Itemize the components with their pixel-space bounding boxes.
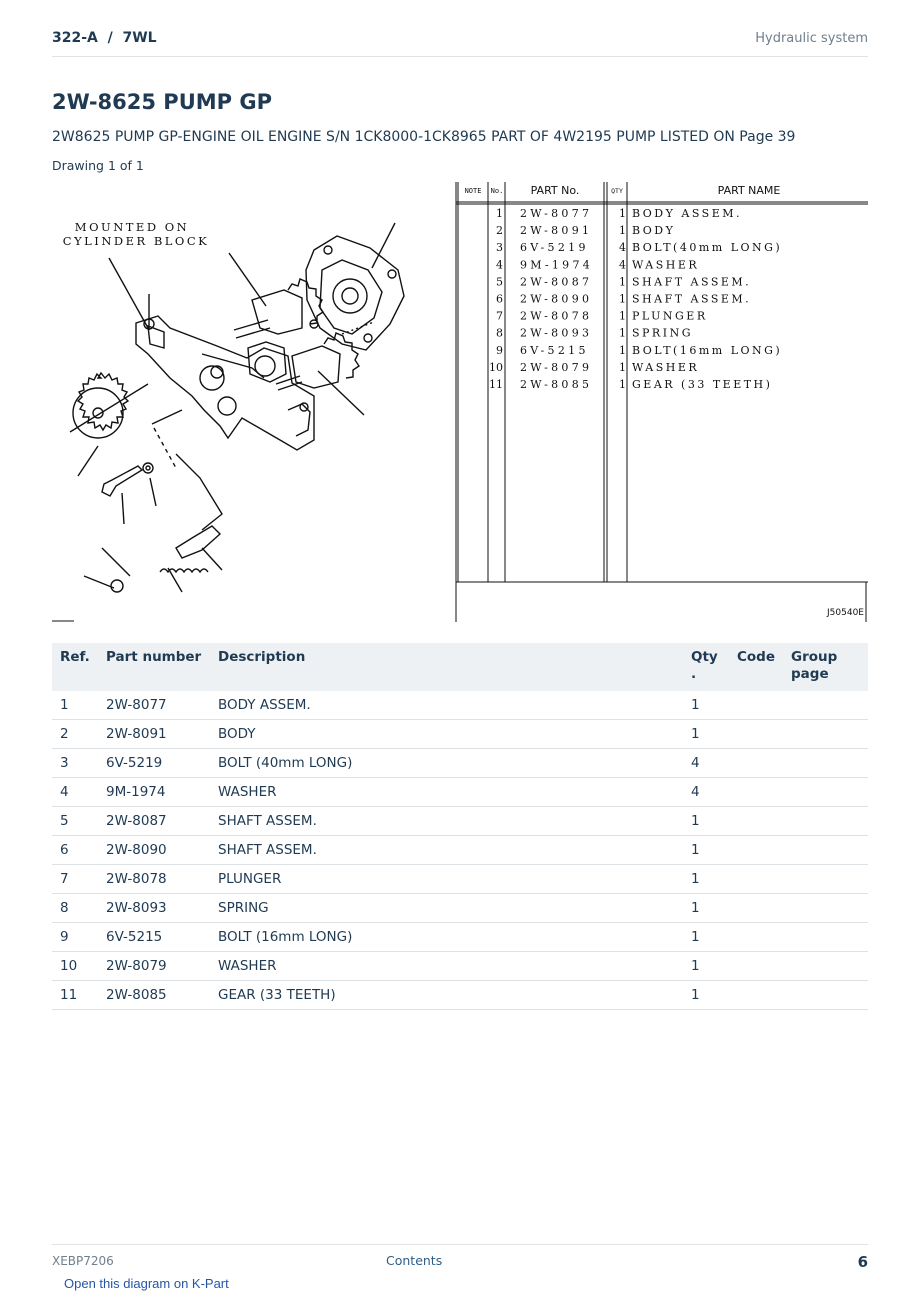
drawing-row-part-no: 6V-5219 [520, 241, 589, 255]
cell-part-number[interactable]: 9M-1974 [98, 778, 210, 807]
table-row [52, 923, 868, 952]
page-title: 2W-8625 PUMP GP [52, 90, 272, 114]
contents-link[interactable]: Contents [386, 1253, 443, 1268]
table-row [52, 981, 868, 1010]
col-qty-line2: . [691, 666, 697, 682]
drawing-row-name: BODY [632, 224, 676, 238]
drawing-row-qty: 1 [619, 224, 626, 238]
drawing-row-part-no: 2W-8078 [520, 309, 593, 323]
drawing-row-name: SHAFT ASSEM. [632, 275, 752, 289]
cell-description: SHAFT ASSEM. [210, 807, 683, 836]
parts-list-body [52, 691, 868, 1010]
cell-part-number[interactable]: 2W-8085 [98, 981, 210, 1010]
cell-qty: 1 [683, 836, 729, 865]
cell-description: BODY [210, 720, 683, 749]
cell-group-page [783, 865, 868, 894]
drawing-rows [489, 207, 782, 391]
cell-ref: 9 [52, 923, 98, 952]
drawing-row-no: 8 [496, 326, 503, 340]
col-qty-line1: Qty [691, 649, 718, 665]
cell-part-number[interactable]: 2W-8079 [98, 952, 210, 981]
drawing-row-qty: 1 [619, 343, 626, 357]
col-description: Description [210, 643, 683, 691]
cell-ref: 11 [52, 981, 98, 1010]
drawing-row-no: 1 [496, 207, 503, 220]
drawing-header-qty: QTY [611, 187, 623, 195]
cell-ref: 5 [52, 807, 98, 836]
cell-code [729, 749, 783, 778]
cell-code [729, 952, 783, 981]
drawing-row-part-no: 2W-8090 [520, 292, 593, 306]
cell-code [729, 865, 783, 894]
cell-qty: 1 [683, 720, 729, 749]
parts-drawing [52, 178, 868, 628]
cell-description: BODY ASSEM. [210, 691, 683, 720]
drawing-header-part-no: PART No. [530, 184, 580, 197]
cell-description: BOLT (16mm LONG) [210, 923, 683, 952]
cell-code [729, 720, 783, 749]
drawing-row-part-no: 2W-8085 [520, 378, 593, 391]
doc-code: XEBP7206 [52, 1254, 114, 1268]
cell-group-page [783, 952, 868, 981]
cell-ref: 8 [52, 894, 98, 923]
parts-list-header-row [52, 643, 868, 691]
page-footer [52, 1244, 868, 1275]
page-number: 6 [857, 1253, 868, 1271]
drawing-row-name: BOLT(16mm LONG) [632, 343, 783, 357]
drawing-row-part-no: 6V-5215 [520, 343, 589, 357]
cell-group-page [783, 691, 868, 720]
cell-group-page [783, 894, 868, 923]
cell-code [729, 894, 783, 923]
col-code: Code [729, 643, 783, 691]
parts-list-table [52, 643, 868, 1010]
col-qty [683, 643, 729, 691]
cell-group-page [783, 807, 868, 836]
cell-ref: 7 [52, 865, 98, 894]
cell-part-number[interactable]: 2W-8078 [98, 865, 210, 894]
drawing-row-part-no: 2W-8079 [520, 360, 593, 374]
mount-note-line1: MOUNTED ON [74, 220, 190, 234]
col-ref: Ref. [52, 643, 98, 691]
cell-part-number[interactable]: 2W-8077 [98, 691, 210, 720]
drawing-header-no: No. [490, 187, 504, 195]
cell-qty: 1 [683, 865, 729, 894]
drawing-row-name: SHAFT ASSEM. [632, 292, 752, 306]
drawing-row-part-no: 2W-8077 [520, 207, 593, 220]
cell-qty: 4 [683, 749, 729, 778]
cell-description: SHAFT ASSEM. [210, 836, 683, 865]
col-group-line2: page [791, 666, 829, 682]
drawing-row-qty: 1 [619, 207, 626, 220]
drawing-row-name: GEAR (33 TEETH) [632, 378, 773, 391]
cell-qty: 1 [683, 894, 729, 923]
table-row [52, 720, 868, 749]
col-group-page [783, 643, 868, 691]
cell-qty: 1 [683, 923, 729, 952]
cell-part-number[interactable]: 6V-5215 [98, 923, 210, 952]
mount-note-line2: CYLINDER BLOCK [62, 234, 210, 248]
cell-group-page [783, 778, 868, 807]
cell-ref: 10 [52, 952, 98, 981]
cell-qty: 4 [683, 778, 729, 807]
drawing-row-name: BOLT(40mm LONG) [632, 241, 783, 255]
table-row [52, 952, 868, 981]
drawing-row-name: WASHER [632, 360, 700, 374]
drawing-row-no: 9 [496, 343, 503, 357]
page-header [52, 28, 868, 57]
cell-group-page [783, 836, 868, 865]
cell-code [729, 981, 783, 1010]
drawing-row-qty: 1 [619, 378, 626, 391]
drawing-row-qty: 1 [619, 275, 626, 289]
drawing-row-part-no: 2W-8093 [520, 326, 593, 340]
exploded-view-svg [52, 178, 868, 628]
cell-description: GEAR (33 TEETH) [210, 981, 683, 1010]
cell-description: WASHER [210, 952, 683, 981]
drawing-row-qty: 1 [619, 292, 626, 306]
cell-part-number[interactable]: 2W-8090 [98, 836, 210, 865]
drawing-row-no: 11 [489, 378, 503, 391]
cell-qty: 1 [683, 952, 729, 981]
cell-code [729, 807, 783, 836]
drawing-row-qty: 4 [619, 241, 626, 255]
table-row [52, 894, 868, 923]
drawing-row-qty: 4 [619, 258, 626, 272]
table-row [52, 836, 868, 865]
cell-description: PLUNGER [210, 865, 683, 894]
drawing-row-qty: 1 [619, 360, 626, 374]
drawing-row-qty: 1 [619, 309, 626, 323]
drawing-row-no: 2 [496, 224, 503, 238]
cell-description: WASHER [210, 778, 683, 807]
drawing-header-part-name: PART NAME [717, 184, 781, 197]
drawing-count: Drawing 1 of 1 [52, 158, 144, 173]
drawing-header-note: NOTE [464, 187, 482, 195]
drawing-row-name: SPRING [632, 326, 693, 340]
cell-qty: 1 [683, 691, 729, 720]
table-row [52, 807, 868, 836]
cell-part-number[interactable]: 2W-8091 [98, 720, 210, 749]
drawing-row-qty: 1 [619, 326, 626, 340]
table-row [52, 865, 868, 894]
cell-part-number[interactable]: 6V-5219 [98, 749, 210, 778]
model-label: 322-A / 7WL [52, 30, 157, 46]
figure-code: J50540E [827, 608, 864, 618]
drawing-row-no: 4 [496, 258, 503, 272]
col-group-line1: Group [791, 649, 838, 665]
cell-ref: 3 [52, 749, 98, 778]
drawing-row-part-no: 2W-8087 [520, 275, 593, 289]
cell-group-page [783, 749, 868, 778]
cell-code [729, 691, 783, 720]
drawing-row-no: 10 [489, 360, 503, 374]
cell-description: BOLT (40mm LONG) [210, 749, 683, 778]
cell-code [729, 778, 783, 807]
cell-group-page [783, 720, 868, 749]
drawing-row-name: WASHER [632, 258, 700, 272]
drawing-row-no: 3 [496, 241, 503, 255]
drawing-row-name: BODY ASSEM. [632, 207, 742, 220]
kpart-link[interactable]: Open this diagram on K-Part [64, 1276, 229, 1291]
cell-part-number[interactable]: 2W-8087 [98, 807, 210, 836]
cell-qty: 1 [683, 807, 729, 836]
cell-ref: 6 [52, 836, 98, 865]
cell-ref: 2 [52, 720, 98, 749]
table-row [52, 749, 868, 778]
col-part-number: Part number [98, 643, 210, 691]
cell-group-page [783, 981, 868, 1010]
table-row [52, 778, 868, 807]
cell-qty: 1 [683, 981, 729, 1010]
drawing-row-no: 6 [496, 292, 503, 306]
exploded-view-illustration [52, 223, 404, 621]
cell-group-page [783, 923, 868, 952]
drawing-row-part-no: 9M-1974 [520, 258, 594, 272]
cell-code [729, 923, 783, 952]
table-row [52, 691, 868, 720]
cell-part-number[interactable]: 2W-8093 [98, 894, 210, 923]
cell-description: SPRING [210, 894, 683, 923]
page-subtitle: 2W8625 PUMP GP-ENGINE OIL ENGINE S/N 1CK8000-1CK8965 PART OF 4W2195 PUMP LISTED ON Page 39 [52, 129, 796, 145]
section-label: Hydraulic system [755, 31, 868, 46]
drawing-row-name: PLUNGER [632, 309, 708, 323]
cell-code [729, 836, 783, 865]
drawing-row-part-no: 2W-8091 [520, 224, 593, 238]
cell-ref: 1 [52, 691, 98, 720]
drawing-row-no: 7 [496, 309, 503, 323]
drawing-row-no: 5 [496, 275, 503, 289]
cell-ref: 4 [52, 778, 98, 807]
